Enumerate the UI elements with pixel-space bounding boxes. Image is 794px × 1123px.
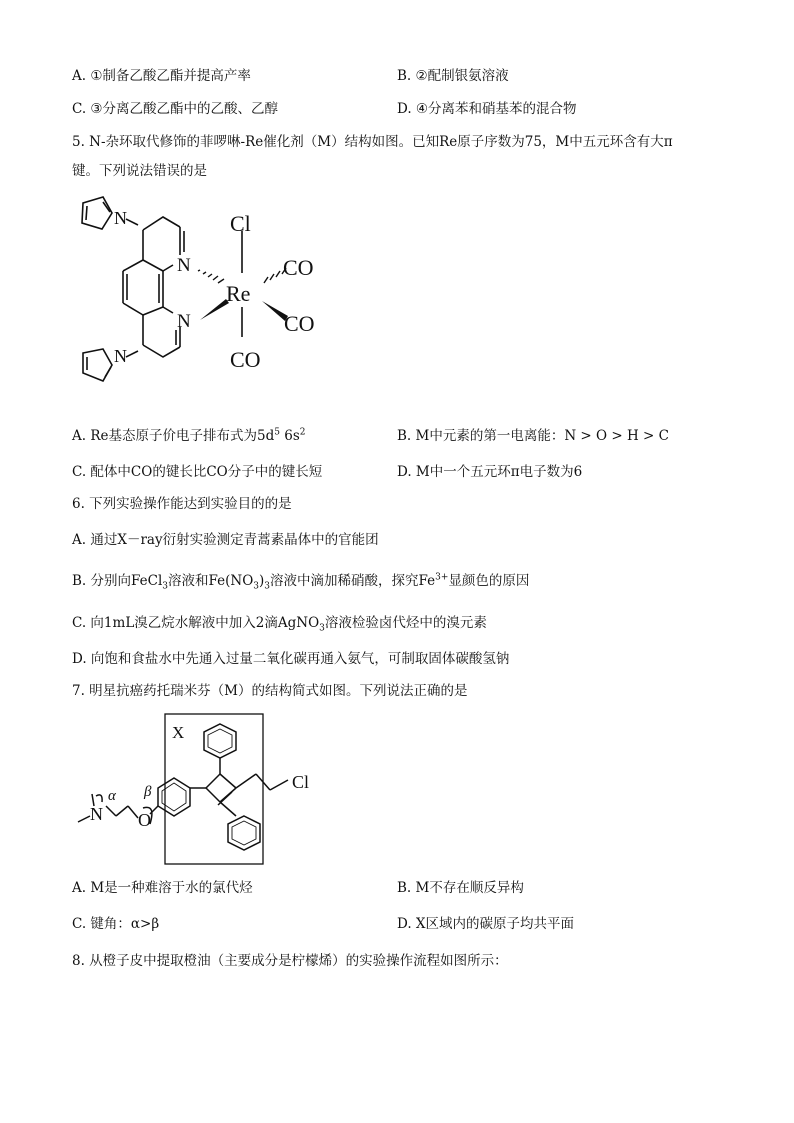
q5-structure-figure <box>60 195 350 410</box>
q8-stem: 8. 从橙子皮中提取橙油（主要成分是柠檬烯）的实验操作流程如图所示： <box>72 953 508 969</box>
q5-option-b: B. M中元素的第一电离能：N > O > H > C <box>397 428 669 444</box>
q7-fig-n: N <box>90 804 103 824</box>
q5-fig-cl: Cl <box>230 211 251 236</box>
q4-option-c: C. ③分离乙酸乙酯中的乙酸、乙醇 <box>72 101 279 117</box>
q7-fig-beta: β <box>144 784 152 800</box>
q6-option-b: B. 分别向FeCl$_3$溶液和$Fe(NO_3)_3$溶液中滴加稀硝酸，探究$Fe^{3+}$显颜色的原因 <box>72 572 530 592</box>
q5-fig-co3: CO <box>230 347 261 372</box>
q4-option-b: B. ②配制银氨溶液 <box>397 68 509 84</box>
q4-option-a: A. ①制备乙酸乙酯并提高产率 <box>72 68 251 84</box>
q6-option-a: A. 通过X－ray衍射实验测定青蒿素晶体中的官能团 <box>72 532 379 548</box>
q7-fig-alpha: α <box>108 788 116 804</box>
q7-option-d: D. X区域内的碳原子均共平面 <box>397 916 575 932</box>
q7-structure-figure <box>70 712 340 867</box>
q5-fig-npyr1: N <box>114 208 127 228</box>
q7-fig-box-label: X <box>172 723 185 742</box>
q7-stem: 7. 明星抗癌药托瑞米芬（M）的结构简式如图。下列说法正确的是 <box>72 683 468 699</box>
q5-fig-npyr2: N <box>114 346 127 366</box>
q6-stem: 6. 下列实验操作能达到实验目的的是 <box>72 496 292 512</box>
q5-option-a: A. Re基态原子价电子排布式为$5d^5$ $6s^2$ <box>72 427 306 444</box>
q5-fig-n2: N <box>177 311 191 332</box>
q5-fig-co1: CO <box>283 255 314 280</box>
q5-stem-line2: 键。下列说法错误的是 <box>72 163 207 179</box>
q5-fig-re: Re <box>226 281 251 306</box>
q4-option-d: D. ④分离苯和硝基苯的混合物 <box>397 101 577 117</box>
q5-option-d: D. M中一个五元环π电子数为6 <box>397 464 583 480</box>
q7-option-a: A. M是一种难溶于水的氯代烃 <box>72 880 253 896</box>
q6-option-c: C. 向1mL溴乙烷水解液中加入2滴AgNO$_3$溶液检验卤代烃中的溴元素 <box>72 615 487 634</box>
q7-fig-cl: Cl <box>292 772 310 792</box>
q5-fig-co2: CO <box>284 311 315 336</box>
q5-fig-n1: N <box>177 255 191 276</box>
q7-fig-o: O <box>138 810 151 830</box>
q7-option-c: C. 键角：α>β <box>72 916 160 932</box>
q6-option-d: D. 向饱和食盐水中先通入过量二氧化碳再通入氨气，可制取固体碳酸氢钠 <box>72 651 510 667</box>
q7-option-b: B. M不存在顺反异构 <box>397 880 524 896</box>
q5-option-c: C. 配体中CO的键长比CO分子中的键长短 <box>72 464 323 480</box>
q5-stem-line1: 5. N-杂环取代修饰的菲啰啉-Re催化剂（M）结构如图。已知Re原子序数为75，M中五元环含有大π <box>72 134 673 150</box>
